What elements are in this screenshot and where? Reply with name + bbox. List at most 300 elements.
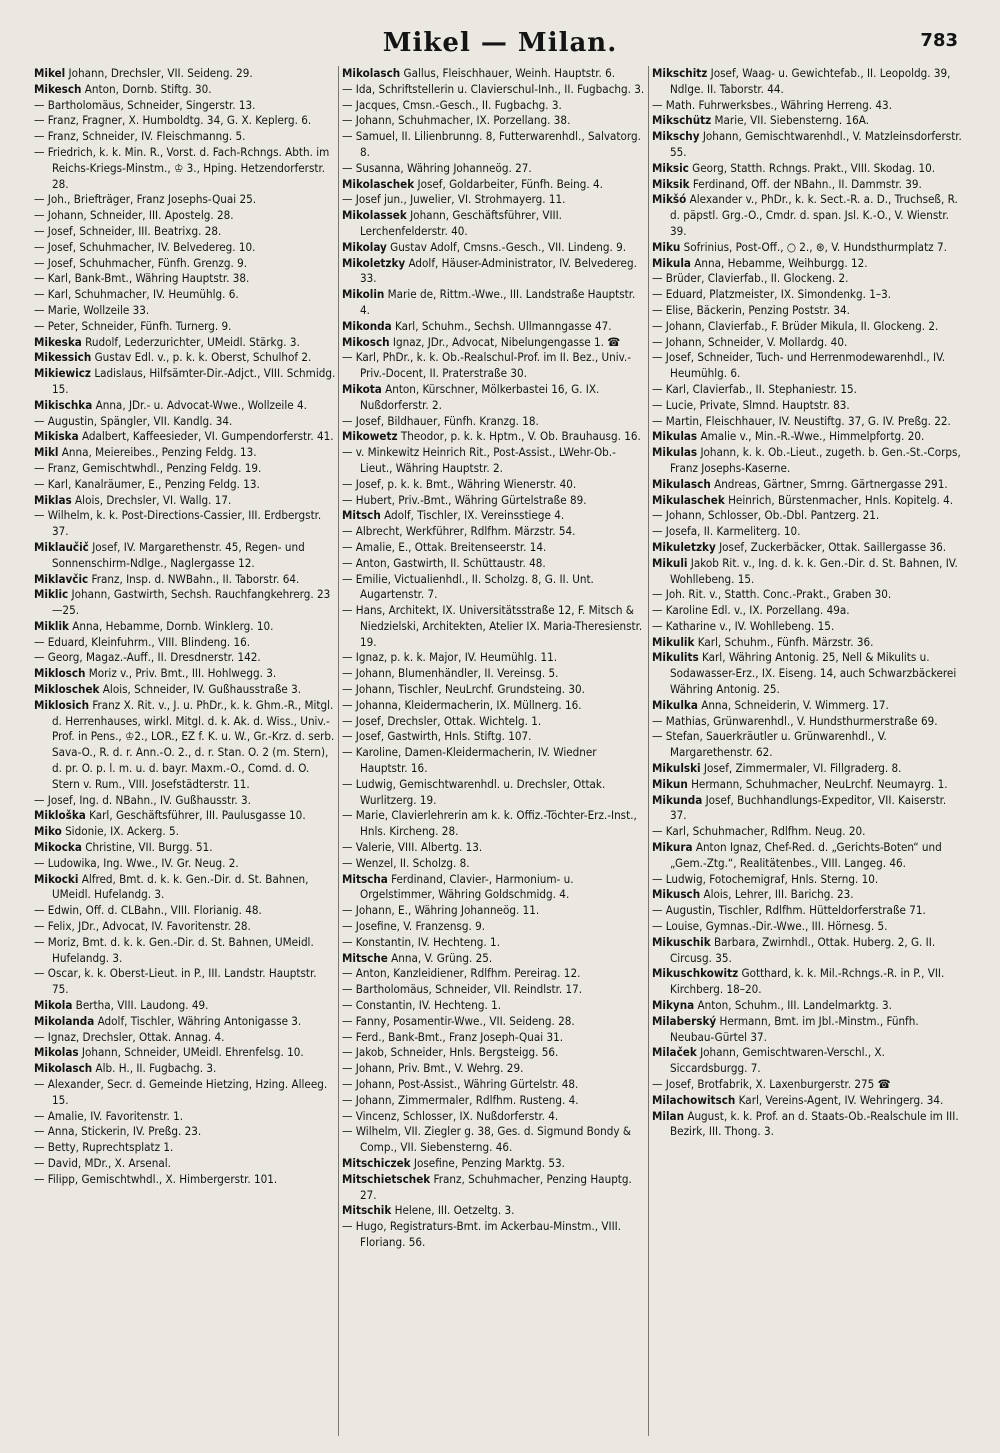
- entry-surname: Mikeska: [34, 334, 82, 349]
- directory-entry: [34, 366, 336, 398]
- column-middle: [342, 66, 646, 1436]
- directory-entry: [34, 240, 336, 256]
- entry-details: — Valerie, VIII. Albertg. 13.: [342, 840, 483, 855]
- directory-entry: [342, 177, 646, 193]
- entry-details: Johann, Gastwirth, Sechsh. Rauchfangkehrerg. 23—25.: [52, 587, 331, 618]
- directory-entry: [652, 287, 964, 303]
- entry-surname: Mitsche: [342, 950, 388, 965]
- entry-details: Josef, Waag- u. Gewichtefab., II. Leopoldg. 39, Ndlge. II. Taborstr. 44.: [670, 66, 951, 96]
- directory-entry: [34, 477, 336, 493]
- entry-details: Heinrich, Bürstenmacher, Hnls. Kopitelg. 4.: [728, 492, 954, 507]
- entry-details: — Wilhelm, VII. Ziegler g. 38, Ges. d. Sigmund Bondy & Comp., VII. Siebensterng. 46.: [342, 1124, 632, 1155]
- entry-details: Marie de, Rittm.-Wwe., III. Landstraße Hauptstr. 4.: [360, 287, 636, 317]
- directory-entry: [34, 493, 336, 509]
- directory-entry: [342, 650, 646, 666]
- entry-details: — Ludowika, Ing. Wwe., IV. Gr. Neug. 2.: [34, 855, 239, 870]
- entry-details: — Math. Fuhrwerksbes., Währing Herreng. 43.: [652, 97, 893, 112]
- directory-entry: [342, 856, 646, 872]
- directory-entry: [342, 350, 646, 382]
- directory-entry: [34, 840, 336, 856]
- directory-entry: [342, 745, 646, 777]
- entry-details: — Eduard, Kleinfuhrm., VIII. Blindeng. 16.: [34, 634, 251, 649]
- entry-details: Bertha, VIII. Laudong. 49.: [75, 998, 209, 1013]
- entry-details: Gotthard, k. k. Mil.-Rchngs.-R. in P., VII. Kirchberg. 18–20.: [670, 966, 945, 997]
- entry-details: — Hans, Architekt, IX. Universitätsstraße 12, F. Mitsch & Niedzielski, Architekten, Atelier IX. Maria-Theresienstr. 19.: [342, 603, 643, 649]
- directory-entry: [34, 1156, 336, 1172]
- entry-details: Barbara, Zwirnhdl., Ottak. Huberg. 2, G. II. Circusg. 35.: [670, 934, 936, 965]
- entry-details: Georg, Statth. Rchngs. Prakt., VIII. Skodag. 10.: [692, 160, 936, 175]
- entry-details: — Betty, Ruprechtsplatz 1.: [34, 1140, 174, 1155]
- directory-entry: [34, 1172, 336, 1188]
- entry-details: Karl, Schuhm., Fünfh. Märzstr. 36.: [697, 634, 874, 649]
- entry-surname: Mikowetz: [342, 429, 398, 444]
- directory-entry: [342, 982, 646, 998]
- directory-entry: [34, 445, 336, 461]
- entry-details: — Ida, Schriftstellerin u. Clavierschul-Inh., II. Fugbachg. 3.: [342, 81, 645, 96]
- entry-details: — Augustin, Tischler, Rdlfhm. Hütteldorferstraße 71.: [652, 903, 926, 918]
- entry-details: — Amalie, E., Ottak. Breitenseerstr. 14.: [342, 539, 547, 554]
- directory-entry: [34, 1030, 336, 1046]
- entry-details: Anna, Hebamme, Weihburgg. 12.: [694, 255, 868, 270]
- entry-surname: Mikolay: [342, 239, 387, 254]
- entry-surname: Milaček: [652, 1045, 697, 1060]
- entry-details: Alois, Lehrer, III. Barichg. 23.: [703, 887, 854, 902]
- entry-details: Alfred, Bmt. d. k. k. Gen.-Dir. d. St. Bahnen, UMeidl. Hufelandg. 3.: [52, 871, 309, 902]
- directory-entry: [34, 129, 336, 145]
- directory-entry: [34, 98, 336, 114]
- entry-surname: Mikolanda: [34, 1013, 95, 1028]
- entry-surname: Mitschiczek: [342, 1155, 411, 1170]
- directory-entry: [342, 129, 646, 161]
- entry-surname: Miksik: [652, 176, 690, 191]
- entry-details: — Samuel, II. Lilienbrunng. 8, Futterwarenhdl., Salvatorg. 8.: [342, 129, 641, 159]
- entry-surname: Mikulaschek: [652, 492, 725, 507]
- directory-entry: [342, 66, 646, 82]
- entry-details: — Karl, Schuhmacher, Rdlfhm. Neug. 20.: [652, 824, 866, 839]
- directory-entry: [34, 935, 336, 967]
- entry-details: Anton Ignaz, Chef-Red. d. „Gerichts-Boten“ und „Gem.-Ztg.“, Realitätenbes., VIII. Langeg. 46.: [670, 840, 942, 870]
- entry-details: — Filipp, Gemischtwhdl., X. Himbergerstr. 101.: [34, 1171, 278, 1186]
- entry-details: — Johann, Post-Assist., Währing Gürtelstr. 48.: [342, 1077, 579, 1091]
- directory-entry: [652, 698, 964, 714]
- entry-details: Karl, Vereins-Agent, IV. Wehringerg. 34.: [738, 1092, 944, 1107]
- entry-details: Anna, Meiereibes., Penzing Feldg. 13.: [61, 445, 257, 460]
- entry-details: — Joh. Rit. v., Statth. Conc.-Prakt., Graben 30.: [652, 587, 892, 602]
- directory-entry: [342, 698, 646, 714]
- entry-details: Franz X. Rit. v., J. u. PhDr., k. k. Ghm.-R., Mitgl. d. Herrenhauses, wirkl. Mitgl. d. k. Ak. d. Wiss., Univ.-Prof. in Pens., ♔2., LOR., EZ f. K. u. W., Gr.-Krz. d. serb. Sava-O., R. d. r. Ann.-O. 2., d. r. Stan. O. 2 (m. Stern), d. pr. O. p. l. m. u. d. bayr. Maxm.-O., Comd. d. O. Stern v. Rum., VIII. Josefstädterstr. 11.: [52, 697, 335, 791]
- directory-entry: [652, 335, 964, 351]
- entry-surname: Mikschy: [652, 129, 700, 144]
- directory-entry: [34, 192, 336, 208]
- directory-entry: [342, 161, 646, 177]
- entry-details: Rudolf, Lederzurichter, UMeidl. Stärkg. 3.: [85, 334, 300, 349]
- directory-entry: [652, 382, 964, 398]
- entry-details: — Lucie, Private, Slmnd. Hauptstr. 83.: [652, 397, 850, 412]
- entry-surname: Miklavčic: [34, 571, 89, 586]
- directory-entry: [652, 777, 964, 793]
- entry-surname: Mikolin: [342, 287, 385, 302]
- entry-details: — Johann, Blumenhändler, II. Vereinsg. 5.: [342, 666, 559, 681]
- entry-details: — Josefa, II. Karmeliterg. 10.: [652, 524, 801, 539]
- entry-details: — Ignaz, p. k. k. Major, IV. Heumühlg. 11.: [342, 650, 558, 665]
- entry-details: — Edwin, Off. d. CLBahn., VIII. Florianig. 48.: [34, 903, 262, 918]
- directory-entry: [342, 287, 646, 319]
- directory-entry: [34, 1140, 336, 1156]
- entry-surname: Miklic: [34, 587, 69, 602]
- directory-entry: [342, 1045, 646, 1061]
- entry-surname: Mikulik: [652, 634, 695, 649]
- entry-details: — Oscar, k. k. Oberst-Lieut. in P., III. Landstr. Hauptstr. 75.: [34, 966, 317, 997]
- entry-details: — Anton, Kanzleidiener, Rdlfhm. Pereirag. 12.: [342, 966, 581, 981]
- directory-entry: [342, 603, 646, 650]
- entry-surname: Mikischka: [34, 397, 93, 412]
- entry-details: Franz, Schuhmacher, Penzing Hauptg. 27.: [360, 1171, 632, 1202]
- entry-details: Johann, Drechsler, VII. Seideng. 29.: [68, 66, 253, 80]
- directory-entry: [34, 635, 336, 651]
- entry-surname: Mikuletzky: [652, 539, 716, 554]
- directory-entry: [652, 350, 964, 382]
- entry-surname: Mikocka: [34, 840, 82, 855]
- entry-details: Johann, k. k. Ob.-Lieut., zugeth. b. Gen.-St.-Corps, Franz Josephs-Kaserne.: [670, 445, 961, 475]
- entry-details: Anton, Kürschner, Mölkerbastei 16, G. IX. Nußdorferstr. 2.: [360, 381, 600, 412]
- directory-entry: [652, 303, 964, 319]
- directory-entry: [34, 208, 336, 224]
- directory-entry: [342, 540, 646, 556]
- entry-details: — Karl, Schuhmacher, IV. Heumühlg. 6.: [34, 287, 239, 302]
- entry-details: Johann, Geschäftsführer, VIII. Lerchenfelderstr. 40.: [360, 208, 562, 238]
- entry-details: — Friedrich, k. k. Min. R., Vorst. d. Fach-Rchngs. Abth. im Reichs-Kriegs-Minstm., ♔ 3., Hping. Hetzendorferstr. 28.: [34, 144, 330, 191]
- directory-entry: [342, 1093, 646, 1109]
- entry-details: — Marie, Clavierlehrerin am k. k. Offiz.-Töchter-Erz.-Inst., Hnls. Kircheng. 28.: [342, 808, 637, 839]
- entry-details: — Martin, Fleischhauer, IV. Neustiftg. 37, G. IV. Preßg. 22.: [652, 413, 951, 428]
- directory-entry: [342, 1156, 646, 1172]
- directory-entry: [342, 256, 646, 288]
- directory-entry: [34, 572, 336, 588]
- directory-entry: [342, 919, 646, 935]
- directory-entry: [342, 192, 646, 208]
- entry-details: — Johann, Schlosser, Ob.-Dbl. Pantzerg. 21.: [652, 508, 880, 523]
- entry-details: — Georg, Magaz.-Auff., II. Dresdnerstr. 142.: [34, 650, 261, 665]
- directory-entry: [652, 271, 964, 287]
- entry-surname: Miko: [34, 824, 62, 839]
- entry-surname: Milachowitsch: [652, 1092, 736, 1107]
- entry-surname: Miksic: [652, 160, 689, 175]
- directory-entry: [652, 429, 964, 445]
- directory-entry: [342, 382, 646, 414]
- directory-entry: [652, 508, 964, 524]
- entry-details: — Konstantin, IV. Hechteng. 1.: [342, 934, 501, 949]
- entry-surname: Mikschitz: [652, 66, 708, 80]
- directory-entry: [652, 903, 964, 919]
- entry-details: — Albrecht, Werkführer, Rdlfhm. Märzstr. 54.: [342, 524, 576, 539]
- entry-details: Anton, Dornb. Stiftg. 30.: [84, 81, 212, 96]
- entry-surname: Milaberský: [652, 1013, 717, 1028]
- directory-entry: [342, 951, 646, 967]
- directory-entry: [34, 919, 336, 935]
- directory-entry: [342, 1124, 646, 1156]
- entry-details: — Emilie, Victualienhdl., II. Scholzg. 8, G. II. Unt. Augartenstr. 7.: [342, 571, 594, 602]
- entry-details: Josefine, Penzing Marktg. 53.: [413, 1155, 565, 1170]
- directory-entry: [652, 113, 964, 129]
- directory-entry: [342, 714, 646, 730]
- directory-entry: [34, 587, 336, 619]
- entry-details: — Josef, Gastwirth, Hnls. Stiftg. 107.: [342, 729, 532, 744]
- entry-surname: Mikschütz: [652, 113, 712, 128]
- entry-details: — Franz, Fragner, X. Humboldtg. 34, G. X. Keplerg. 6.: [34, 113, 312, 128]
- entry-details: Theodor, p. k. k. Hptm., V. Ob. Brauhausg. 16.: [400, 429, 641, 444]
- entry-surname: Mikolas: [34, 1045, 79, 1060]
- entry-surname: Mikessich: [34, 350, 92, 365]
- entry-details: Anna, Schneiderin, V. Wimmerg. 17.: [701, 697, 889, 712]
- entry-surname: Mikolaschek: [342, 176, 415, 191]
- directory-entry: [652, 603, 964, 619]
- entry-details: — Josef, Schuhmacher, Fünfh. Grenzg. 9.: [34, 255, 248, 270]
- directory-entry: [652, 635, 964, 651]
- entry-details: — Susanna, Währing Johanneög. 27.: [342, 160, 532, 175]
- entry-details: — Karoline, Damen-Kleidermacherin, IV. Wiedner Hauptstr. 16.: [342, 745, 597, 776]
- page-header: [0, 26, 1000, 66]
- directory-entry: [342, 113, 646, 129]
- directory-entry: [34, 398, 336, 414]
- directory-entry: [652, 445, 964, 477]
- entry-details: — Johann, Schneider, III. Apostelg. 28.: [34, 208, 234, 223]
- entry-details: Ignaz, JDr., Advocat, Nibelungengasse 1. ☎: [392, 334, 621, 349]
- directory-entry: [342, 508, 646, 524]
- entry-details: Johann, Gemischtwaren-Verschl., X. Siccardsburgg. 7.: [670, 1045, 885, 1076]
- directory-entry: [652, 650, 964, 697]
- directory-entry: [652, 761, 964, 777]
- entry-details: Karl, Schuhm., Sechsh. Ullmanngasse 47.: [395, 318, 612, 333]
- entry-details: — Johann, Tischler, NeuLrchf. Grundsteing. 30.: [342, 682, 585, 697]
- directory-entry: [34, 82, 336, 98]
- directory-entry: [342, 208, 646, 240]
- entry-details: Hermann, Bmt. im Jbl.-Minstm., Fünfh. Neubau-Gürtel 37.: [670, 1013, 919, 1044]
- entry-details: Anna, JDr.- u. Advocat-Wwe., Wollzeile 4.: [95, 397, 307, 412]
- directory-entry: [342, 556, 646, 572]
- directory-entry: [342, 935, 646, 951]
- entry-details: Josef, Goldarbeiter, Fünfh. Being. 4.: [417, 176, 603, 191]
- entry-surname: Mikuschkowitz: [652, 966, 739, 981]
- directory-entry: [34, 619, 336, 635]
- entry-details: — Wenzel, II. Scholzg. 8.: [342, 855, 470, 870]
- entry-details: Anna, Hebamme, Dornb. Winklerg. 10.: [72, 618, 274, 633]
- directory-entry: [34, 872, 336, 904]
- entry-details: Helene, III. Oetzeltg. 3.: [394, 1203, 515, 1218]
- entry-details: — Hugo, Registraturs-Bmt. im Ackerbau-Minstm., VIII. Floriang. 56.: [342, 1219, 622, 1249]
- entry-details: Ferdinand, Clavier-, Harmonium- u. Orgelstimmer, Währing Goldschmidg. 4.: [360, 871, 574, 902]
- directory-entry: [342, 98, 646, 114]
- directory-entry: [34, 1061, 336, 1077]
- entry-details: Josef, Zimmermaler, VI. Fillgraderg. 8.: [703, 761, 902, 776]
- directory-entry: [342, 1014, 646, 1030]
- entry-surname: Miku: [652, 239, 681, 254]
- directory-entry: [342, 319, 646, 335]
- entry-surname: Mikloschek: [34, 682, 100, 697]
- entry-details: — Johann, Schneider, V. Mollardg. 40.: [652, 334, 848, 349]
- entry-details: Karl, Geschäftsführer, III. Paulusgasse 10.: [89, 808, 306, 823]
- directory-entry: [34, 1014, 336, 1030]
- directory-entry: [652, 540, 964, 556]
- entry-surname: Mikyna: [652, 998, 695, 1013]
- entry-details: Amalie v., Min.-R.-Wwe., Himmelpfortg. 20.: [700, 429, 925, 444]
- entry-details: — Felix, JDr., Advocat, IV. Favoritenstr. 28.: [34, 919, 251, 934]
- entry-details: Karl, Währing Antonig. 25, Nell & Mikulits u. Sodawasser-Erz., IX. Eiseng. 14, auch Schwarzbäckerei Währing Antonig. 25.: [670, 650, 957, 697]
- entry-details: — Anton, Gastwirth, II. Schüttaustr. 48.: [342, 555, 546, 570]
- directory-entry: [342, 572, 646, 604]
- entry-details: — Moriz, Bmt. d. k. k. Gen.-Dir. d. St. Bahnen, UMeidl. Hufelandg. 3.: [34, 934, 314, 965]
- entry-details: Adalbert, Kaffeesieder, VI. Gumpendorferstr. 41.: [81, 429, 334, 444]
- entry-details: — Anna, Stickerin, IV. Preßg. 23.: [34, 1124, 202, 1139]
- directory-entry: [342, 493, 646, 509]
- directory-entry: [342, 966, 646, 982]
- directory-entry: [652, 66, 964, 98]
- entry-details: — Marie, Wollzeile 33.: [34, 302, 150, 317]
- entry-surname: Mikunda: [652, 792, 703, 807]
- entry-details: — Josef, Drechsler, Ottak. Wichtelg. 1.: [342, 713, 542, 728]
- directory-entry: [342, 414, 646, 430]
- entry-details: — Karoline Edl. v., IX. Porzellang. 49a.: [652, 603, 850, 618]
- entry-surname: Mikosch: [342, 334, 390, 349]
- directory-entry: [342, 1061, 646, 1077]
- entry-surname: Mikloška: [34, 808, 86, 823]
- entry-details: — Franz, Schneider, IV. Fleischmanng. 5.: [34, 129, 246, 144]
- entry-details: — Johann, Zimmermaler, Rdlfhm. Rusteng. 4.: [342, 1092, 579, 1107]
- directory-entry: [34, 793, 336, 809]
- entry-details: — Josef, Brotfabrik, X. Laxenburgerstr. 275 ☎: [652, 1077, 891, 1091]
- entry-details: — Vincenz, Schlosser, IX. Nußdorferstr. 4.: [342, 1108, 559, 1123]
- directory-entry: [34, 1109, 336, 1125]
- directory-entry: [342, 903, 646, 919]
- entry-surname: Mikura: [652, 840, 693, 855]
- entry-details: — Brüder, Clavierfab., II. Glockeng. 2.: [652, 271, 849, 286]
- directory-entry: [34, 1045, 336, 1061]
- entry-surname: Mikulka: [652, 697, 698, 712]
- directory-entry: [652, 935, 964, 967]
- entry-details: — Constantin, IV. Hechteng. 1.: [342, 998, 502, 1013]
- directory-entry: [652, 1045, 964, 1077]
- directory-columns: [34, 66, 964, 1436]
- directory-entry: [342, 524, 646, 540]
- column-left: [34, 66, 336, 1436]
- entry-details: Hermann, Schuhmacher, NeuLrchf. Neumayrg. 1.: [691, 776, 948, 791]
- directory-entry: [652, 493, 964, 509]
- entry-surname: Miklaučič: [34, 539, 89, 554]
- directory-entry: [34, 998, 336, 1014]
- directory-entry: [342, 998, 646, 1014]
- entry-details: Adolf, Tischler, IX. Vereinsstiege 4.: [384, 508, 565, 523]
- entry-details: — Augustin, Spängler, VII. Kandlg. 34.: [34, 413, 233, 428]
- entry-details: Marie, VII. Siebensterng. 16A.: [714, 113, 870, 128]
- entry-details: Andreas, Gärtner, Smrng. Gärtnergasse 291.: [714, 476, 948, 491]
- directory-entry: [652, 177, 964, 193]
- directory-entry: [342, 1219, 646, 1251]
- directory-entry: [652, 619, 964, 635]
- entry-surname: Mikun: [652, 776, 688, 791]
- directory-entry: [342, 445, 646, 477]
- directory-entry: [342, 777, 646, 809]
- entry-details: — Fanny, Posamentir-Wwe., VII. Seideng. 28.: [342, 1013, 575, 1028]
- entry-details: — Karl, Clavierfab., II. Stephaniestr. 15.: [652, 381, 857, 396]
- directory-entry: [652, 714, 964, 730]
- directory-entry: [342, 1030, 646, 1046]
- entry-surname: Mitschik: [342, 1203, 392, 1218]
- directory-entry: [342, 1109, 646, 1125]
- directory-entry: [34, 903, 336, 919]
- directory-entry: [34, 856, 336, 872]
- entry-details: — Katharine v., IV. Wohllebeng. 15.: [652, 618, 835, 633]
- directory-entry: [652, 192, 964, 239]
- entry-details: — Ferd., Bank-Bmt., Franz Joseph-Quai 31.: [342, 1029, 564, 1044]
- entry-details: — Karl, Kanalräumer, E., Penzing Feldg. 13.: [34, 476, 260, 491]
- entry-details: — Ignaz, Drechsler, Ottak. Annag. 4.: [34, 1029, 225, 1044]
- directory-entry: [34, 808, 336, 824]
- entry-details: — Josefine, V. Franzensg. 9.: [342, 919, 486, 934]
- directory-entry: [34, 271, 336, 287]
- entry-details: — Joh., Briefträger, Franz Josephs-Quai 25.: [34, 192, 257, 207]
- entry-details: — Johanna, Kleidermacherin, IX. Müllnerg. 16.: [342, 697, 582, 712]
- entry-surname: Mikšó: [652, 192, 687, 207]
- entry-details: Josef, IV. Margarethenstr. 45, Regen- und Sonnenschirm-Ndlge., Naglergasse 12.: [52, 539, 305, 570]
- entry-surname: Miklosich: [34, 697, 90, 712]
- entry-details: Ferdinand, Off. der NBahn., II. Dammstr. 39.: [692, 176, 922, 191]
- entry-details: Franz, Insp. d. NWBahn., II. Taborstr. 64.: [91, 571, 300, 586]
- directory-entry: [34, 666, 336, 682]
- entry-details: — Elise, Bäckerin, Penzing Poststr. 34.: [652, 302, 850, 317]
- directory-entry: [342, 240, 646, 256]
- directory-entry: [342, 335, 646, 351]
- entry-surname: Mikulas: [652, 445, 698, 460]
- directory-entry: [34, 429, 336, 445]
- entry-details: — Johann, Priv. Bmt., V. Wehrg. 29.: [342, 1061, 524, 1076]
- entry-details: — Jacques, Cmsn.-Gesch., II. Fugbachg. 3.: [342, 97, 562, 112]
- entry-surname: Mikocki: [34, 871, 79, 886]
- directory-entry: [652, 398, 964, 414]
- entry-details: — v. Minkewitz Heinrich Rit., Post-Assist., LWehr-Ob.-Lieut., Währing Hauptstr. 2.: [342, 445, 616, 475]
- entry-surname: Milan: [652, 1108, 684, 1123]
- entry-details: — Ludwig, Gemischtwarenhdl. u. Drechsler, Ottak. Wurlitzerg. 19.: [342, 776, 606, 807]
- directory-entry: [34, 698, 336, 793]
- entry-surname: Mikusch: [652, 887, 701, 902]
- directory-entry: [34, 966, 336, 998]
- entry-surname: Mikulits: [652, 650, 699, 665]
- entry-surname: Mikulski: [652, 761, 701, 776]
- directory-entry: [342, 840, 646, 856]
- entry-details: Jakob Rit. v., Ing. d. k. k. Gen.-Dir. d. St. Bahnen, IV. Wohllebeng. 15.: [670, 555, 958, 586]
- entry-surname: Mikolasch: [342, 66, 401, 80]
- entry-details: — David, MDr., X. Arsenal.: [34, 1155, 171, 1170]
- entry-surname: Mikesch: [34, 81, 82, 96]
- entry-details: Adolf, Häuser-Administrator, IV. Belvedereg. 33.: [360, 255, 637, 286]
- directory-entry: [652, 161, 964, 177]
- directory-entry: [652, 872, 964, 888]
- directory-entry: [34, 335, 336, 351]
- directory-entry: [652, 477, 964, 493]
- directory-entry: [34, 350, 336, 366]
- directory-entry: [652, 587, 964, 603]
- directory-entry: [34, 1124, 336, 1140]
- entry-surname: Miklas: [34, 492, 72, 507]
- entry-details: — Johann, Clavierfab., F. Brüder Mikula, II. Glockeng. 2.: [652, 318, 939, 333]
- entry-details: Alb. H., II. Fugbachg. 3.: [95, 1061, 217, 1076]
- directory-entry: [342, 729, 646, 745]
- directory-entry: [652, 793, 964, 825]
- entry-surname: Mikel: [34, 66, 66, 80]
- entry-surname: Mikoletzky: [342, 255, 406, 270]
- entry-details: — Franz, Gemischtwhdl., Penzing Feldg. 19.: [34, 460, 262, 475]
- directory-entry: [342, 1077, 646, 1093]
- directory-entry: [34, 414, 336, 430]
- directory-entry: [652, 840, 964, 872]
